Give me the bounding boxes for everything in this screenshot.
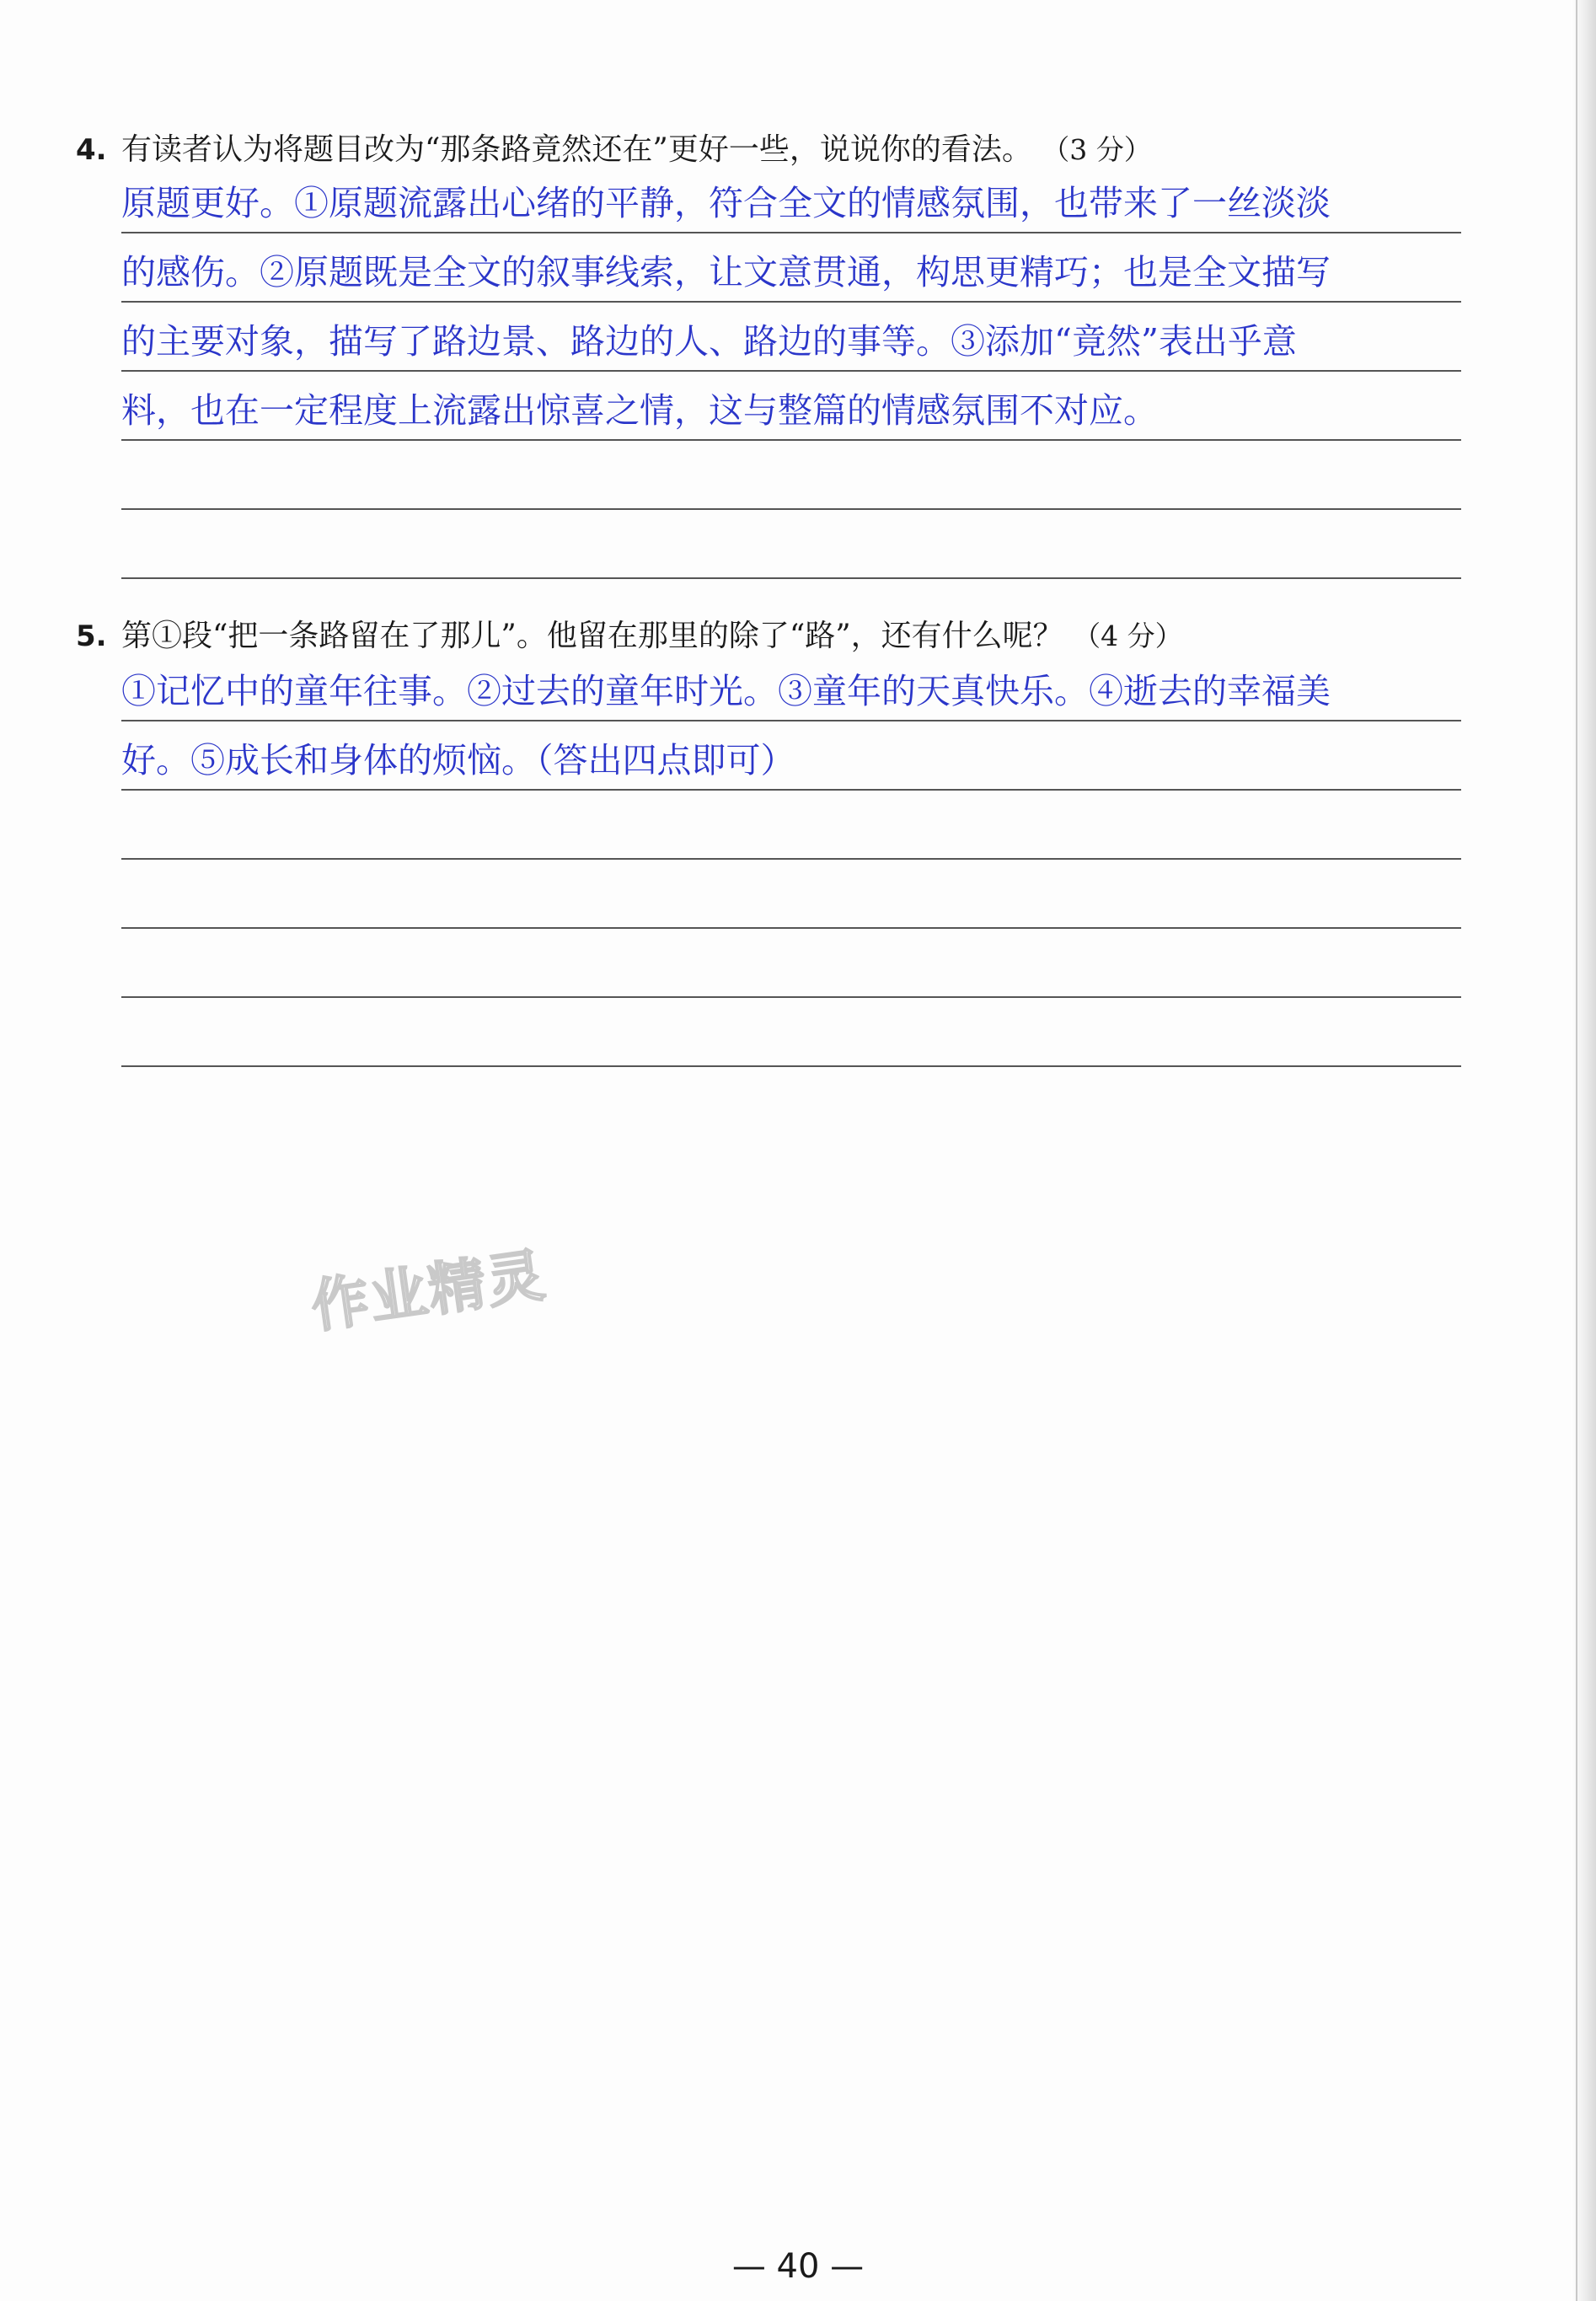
answer-line xyxy=(121,791,1461,860)
question-number: 4. xyxy=(76,133,107,167)
page-binding-edge xyxy=(1571,0,1596,2301)
page-edge-line xyxy=(1576,0,1577,2301)
answer-line xyxy=(121,721,1461,791)
question-prompt: 第①段“把一条路留在了那儿”。他留在那里的除了“路”，还有什么呢？ xyxy=(121,619,1063,653)
answer-line xyxy=(121,929,1461,998)
question-prompt: 有读者认为将题目改为“那条路竟然还在”更好一些，说说你的看法。 xyxy=(121,132,1032,167)
answer-text: 好。⑤成长和身体的烦恼。（答出四点即可） xyxy=(121,740,795,780)
answer-text: ①记忆中的童年往事。②过去的童年时光。③童年的天真快乐。④逝去的幸福美 xyxy=(121,671,1331,711)
answer-line xyxy=(121,510,1461,579)
answer-text: 的主要对象，描写了路边景、路边的人、路边的事等。③添加“竟然”表出乎意 xyxy=(121,321,1297,362)
answer-lines xyxy=(121,164,1461,579)
question-5-prompt-row xyxy=(76,615,1465,657)
answer-line xyxy=(121,860,1461,929)
answer-line xyxy=(121,372,1461,441)
question-5 xyxy=(74,615,1465,1067)
answer-line xyxy=(121,441,1461,510)
page-number: — 40 — xyxy=(731,2247,865,2286)
watermark-logo: 作业精灵 xyxy=(307,1242,550,1342)
question-4 xyxy=(74,129,1465,579)
answer-lines xyxy=(121,652,1461,1067)
question-number: 5. xyxy=(76,620,107,653)
answer-line xyxy=(121,998,1461,1067)
answer-text: 料，也在一定程度上流露出惊喜之情，这与整篇的情感氛围不对应。 xyxy=(121,390,1158,431)
answer-text: 原题更好。①原题流露出心绪的平静，符合全文的情感氛围，也带来了一丝淡淡 xyxy=(121,183,1331,223)
answer-line xyxy=(121,652,1461,721)
answer-line xyxy=(121,233,1461,303)
answer-text: 的感伤。②原题既是全文的叙事线索，让文意贯通，构思更精巧；也是全文描写 xyxy=(121,252,1331,292)
answer-line xyxy=(121,164,1461,233)
answer-line xyxy=(121,303,1461,372)
question-score: （3 分） xyxy=(1042,133,1152,166)
question-score: （4 分） xyxy=(1073,620,1183,652)
